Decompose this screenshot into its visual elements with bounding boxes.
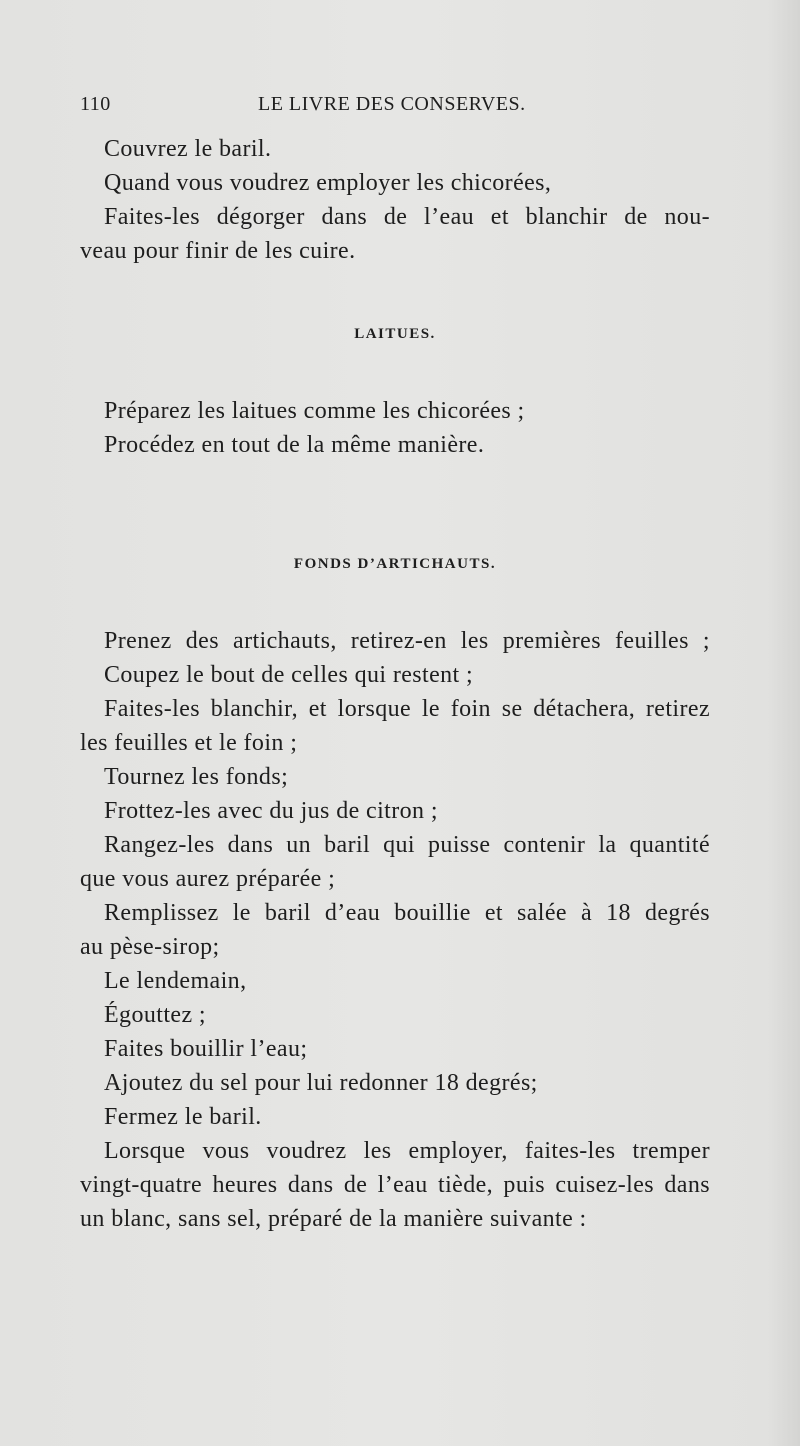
text-line: Rangez-les dans un baril qui puisse contenir la quantité (104, 832, 710, 858)
running-title: LE LIVRE DES CONSERVES. (258, 93, 526, 115)
text-line: Lorsque vous voudrez les employer, faites-les tremper (104, 1138, 710, 1164)
text-line: les feuilles et le foin ; (80, 730, 298, 756)
text-line: que vous aurez préparée ; (80, 866, 336, 892)
text-line: Procédez en tout de la même manière. (104, 432, 485, 458)
text-line: veau pour finir de les cuire. (80, 238, 356, 264)
text-line: Coupez le bout de celles qui restent ; (104, 662, 474, 688)
text-line: Couvrez le baril. (104, 136, 272, 162)
section-heading-artichauts: FONDS D’ARTICHAUTS. (293, 556, 497, 572)
text-line: Le lendemain, (104, 968, 247, 994)
text-line: Faites bouillir l’eau; (104, 1036, 308, 1062)
text-line: Faites-les dégorger dans de l’eau et blanchir de nou- (104, 204, 710, 230)
text-line: Préparez les laitues comme les chicorées ; (104, 398, 525, 424)
text-line: Quand vous voudrez employer les chicorées, (104, 170, 552, 196)
text-line: un blanc, sans sel, préparé de la manière suivante : (80, 1206, 587, 1232)
page-number: 110 (80, 93, 111, 115)
section-heading-laitues: LAITUES. (354, 326, 436, 342)
text-line: Tournez les fonds; (104, 764, 289, 790)
text-line: vingt-quatre heures dans de l’eau tiède, puis cuisez-les dans (80, 1172, 710, 1198)
text-line: Frottez-les avec du jus de citron ; (104, 798, 438, 824)
text-line: Égouttez ; (104, 1002, 206, 1028)
text-line: Fermez le baril. (104, 1104, 262, 1130)
text-line: Faites-les blanchir, et lorsque le foin se détachera, retirez (104, 696, 710, 722)
page-body (80, 132, 710, 1236)
text-line: au pèse-sirop; (80, 934, 220, 960)
text-line: Prenez des artichauts, retirez-en les premières feuilles ; (104, 628, 710, 654)
text-line: Remplissez le baril d’eau bouillie et salée à 18 degrés (104, 900, 710, 926)
text-line: Ajoutez du sel pour lui redonner 18 degrés; (104, 1070, 538, 1096)
page-header (80, 93, 710, 123)
